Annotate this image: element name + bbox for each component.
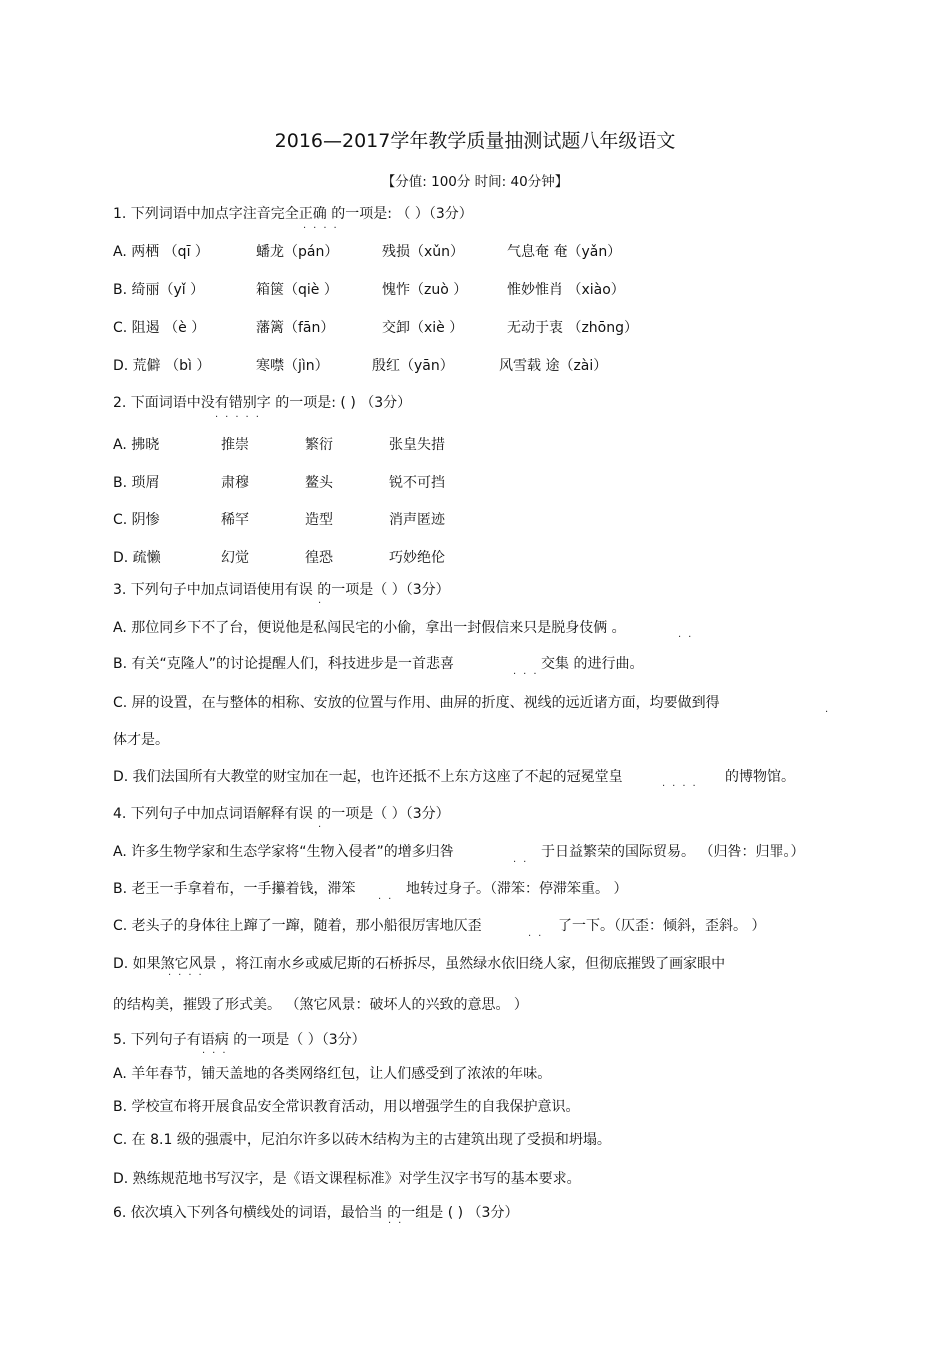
- q2-option-b-4: 锐不可挡: [389, 475, 445, 491]
- score-time-line: 【分值: 100分 时间: 40分钟】: [381, 174, 569, 190]
- q3-option-d-part2: 的博物馆。: [725, 769, 795, 785]
- q2-option-c-1: C. 阴惨: [113, 512, 160, 528]
- q1-option-d-4: 风雪载 途（zài）: [499, 358, 608, 374]
- emphasis-dots: ···: [202, 1048, 233, 1059]
- emphasis-dots: ··: [528, 931, 549, 942]
- q5-option-b: B. 学校宣布将开展食品安全常识教育活动，用以增强学生的自我保护意识。: [113, 1099, 580, 1115]
- q1-option-d-3: 殷红（yān）: [372, 358, 454, 374]
- q1-option-a-3: 残损（xǔn）: [382, 244, 465, 260]
- question-6-stem: 6. 依次填入下列各句横线处的词语，最恰当 的一组是 ( ) （3分）: [113, 1205, 519, 1221]
- emphasis-dots: ·: [318, 822, 329, 833]
- q1-option-a-1: A. 两栖 （qī ）: [113, 244, 209, 260]
- q3-option-b-part1: B. 有关“克隆人”的讨论提醒人们，科技进步是一首悲喜: [113, 656, 455, 672]
- emphasis-dots: ····: [168, 970, 209, 981]
- q2-option-d-2: 幻觉: [221, 550, 249, 566]
- emphasis-dots: ··: [678, 632, 699, 643]
- q4-option-a-part1: A. 许多生物学家和生态学家将“生物入侵者”的增多归咎: [113, 844, 454, 860]
- q1-option-c-2: 藩篱（fān）: [256, 320, 335, 336]
- q5-option-a: A. 羊年春节，铺天盖地的各类网络红包，让人们感受到了浓浓的年味。: [113, 1066, 552, 1082]
- q4-option-d-part2: 的结构美，摧毁了形式美。 （煞它风景：破坏人的兴致的意思。 ）: [113, 997, 528, 1013]
- q2-option-d-4: 巧妙绝伦: [389, 550, 445, 566]
- emphasis-dots: ·: [825, 707, 836, 718]
- question-1-stem: 1. 下列词语中加点字注音完全正确 的一项是: （ ）（3分）: [113, 206, 473, 222]
- q1-option-d-2: 寒噤（jìn）: [256, 358, 329, 374]
- q2-option-c-4: 消声匿迹: [389, 512, 445, 528]
- emphasis-dots: ·: [318, 598, 329, 609]
- q1-option-c-3: 交卸（xiè ）: [382, 320, 464, 336]
- q2-option-c-2: 稀罕: [221, 512, 249, 528]
- q2-option-a-1: A. 拂晓: [113, 437, 160, 453]
- emphasis-dots: ···: [513, 669, 544, 680]
- q3-option-b-part2: 交集 的进行曲。: [541, 656, 644, 672]
- q1-option-a-4: 气息奄 奄（yǎn）: [507, 244, 622, 260]
- q1-option-b-2: 箱箧（qiè ）: [256, 282, 338, 298]
- q2-option-d-3: 徨恐: [305, 550, 333, 566]
- question-4-stem: 4. 下列句子中加点词语解释有误 的一项是（ ）（3分）: [113, 806, 450, 822]
- q2-option-a-4: 张皇失措: [389, 437, 445, 453]
- q2-option-b-2: 肃穆: [221, 475, 249, 491]
- q1-option-c-4: 无动于衷 （zhōng）: [507, 320, 638, 336]
- emphasis-dots: ··: [378, 894, 399, 905]
- question-3-stem: 3. 下列句子中加点词语使用有误 的一项是（ ）（3分）: [113, 582, 450, 598]
- q2-option-d-1: D. 疏懒: [113, 550, 161, 566]
- question-5-stem: 5. 下列句子有语病 的一项是（ ）（3分）: [113, 1032, 366, 1048]
- emphasis-dots: ····: [303, 223, 344, 234]
- q4-option-a-part2: 于日益繁荣的国际贸易。 （归咎：归罪。）: [541, 844, 805, 860]
- q1-option-b-1: B. 绮丽（yǐ ）: [113, 282, 205, 298]
- emphasis-dots: ··: [388, 1218, 409, 1229]
- q2-option-a-3: 繁衍: [305, 437, 333, 453]
- emphasis-dots: ····: [662, 781, 703, 792]
- q1-option-a-2: 蟠龙（pán）: [256, 244, 339, 260]
- q3-option-c-part1: C. 屏的设置，在与整体的相称、安放的位置与作用、曲屏的折度、视线的远近诸方面，均要做到得: [113, 695, 720, 711]
- q5-option-d: D. 熟练规范地书写汉字，是《语文课程标准》对学生汉字书写的基本要求。: [113, 1171, 581, 1187]
- q2-option-c-3: 造型: [305, 512, 333, 528]
- q4-option-b-part2: 地转过身子。（滞笨：停滞笨重。 ）: [406, 881, 628, 897]
- q4-option-b-part1: B. 老王一手拿着布，一手攥着钱，滞笨: [113, 881, 356, 897]
- q3-option-d-part1: D. 我们法国所有大教堂的财宝加在一起，也许还抵不上东方这座了不起的冠冕堂皇: [113, 769, 623, 785]
- q3-option-a: A. 那位同乡下不了台，便说他是私闯民宅的小偷，拿出一封假信来只是脱身伎俩 。: [113, 620, 626, 636]
- page-title: 2016—2017学年教学质量抽测试题八年级语文: [274, 130, 676, 152]
- q4-option-c-part2: 了一下。（仄歪：倾斜，歪斜。 ）: [558, 918, 766, 934]
- q5-option-c: C. 在 8.1 级的强震中，尼泊尔许多以砖木结构为主的古建筑出现了受损和坍塌。: [113, 1132, 611, 1148]
- q4-option-d-part1: D. 如果煞它风景 ，将江南水乡或威尼斯的石桥拆尽，虽然绿水依旧绕人家，但彻底摧毁了画家眼中: [113, 956, 726, 972]
- q1-option-b-3: 愧怍（zuò ）: [382, 282, 468, 298]
- emphasis-dots: ·····: [215, 412, 266, 423]
- q2-option-b-1: B. 琐屑: [113, 475, 160, 491]
- q1-option-b-4: 惟妙惟肖 （xiào）: [507, 282, 625, 298]
- q1-option-d-1: D. 荒僻 （bì ）: [113, 358, 211, 374]
- question-2-stem: 2. 下面词语中没有错别字 的一项是: ( ) （3分）: [113, 395, 412, 411]
- emphasis-dots: ··: [513, 857, 534, 868]
- q4-option-c-part1: C. 老头子的身体往上蹿了一蹿，随着，那小船很厉害地仄歪: [113, 918, 482, 934]
- q3-option-c-part2: 体才是。: [113, 732, 169, 748]
- q2-option-a-2: 推崇: [221, 437, 249, 453]
- q2-option-b-3: 鳌头: [305, 475, 333, 491]
- q1-option-c-1: C. 阻遏 （è ）: [113, 320, 206, 336]
